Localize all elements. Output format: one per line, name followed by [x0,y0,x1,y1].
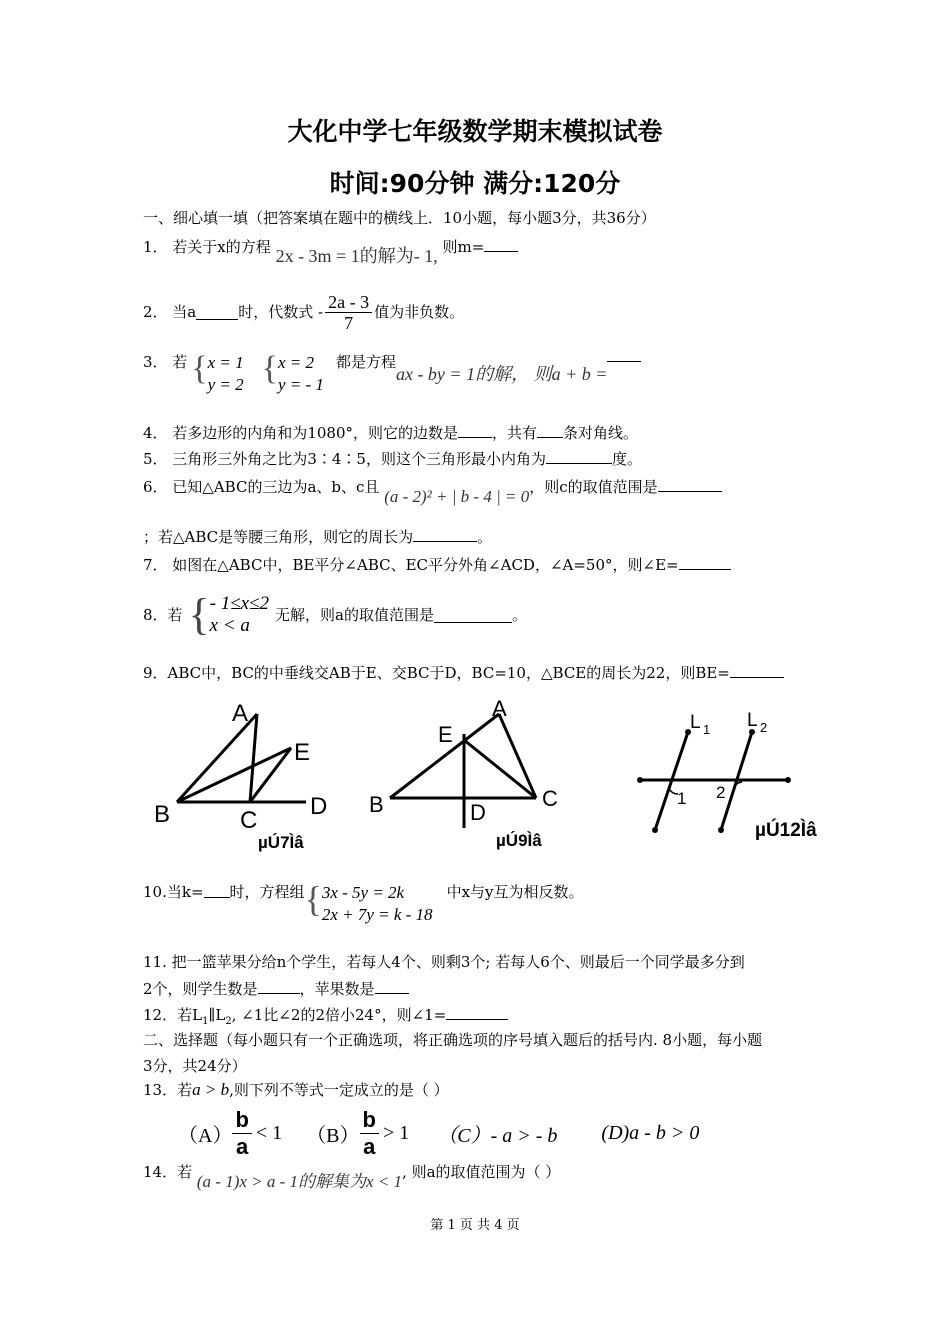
q6-line2-end: 。 [477,528,493,546]
fig12-label-L2: L [747,710,758,731]
q3-sys2-line1: x = 2 [278,353,315,372]
q6-prefix: 6． 已知△ABC的三边为a、b、c且 [143,478,380,496]
q12-prefix: 12．若L [143,1006,203,1024]
q2-numerator: 2a - 3 [325,292,372,313]
q2-mid: 时，代数式 - [238,303,324,321]
fig7-line-AC [250,714,257,802]
fig12-label-L1: L [690,712,701,733]
q10-prefix: 10.当k= [143,883,204,901]
page-subtitle: 时间:90分钟 满分:120分 [329,169,621,198]
q8-blank [434,607,512,623]
page-title: 大化中学七年级数学期末模拟试卷 [287,117,663,146]
q14-suffix: , 则a的取值范围为（ ） [402,1163,561,1181]
q12-rest: , ∠1比∠2的2倍小24°，则∠1= [231,1006,447,1024]
q10-system [322,882,433,926]
q1-suffix: 则m= [442,238,485,256]
q13-prefix: 13．若 [143,1081,193,1099]
q13-choice-A-label[interactable]: （A） [178,1124,233,1147]
question-3 [143,352,641,400]
q2-suffix: 值为非负数。 [374,303,465,321]
section2-heading: 二、选择题（每小题只有一个正确选项，将正确选项的序号填入题后的括号内. 8小题，每小题 [143,1031,763,1049]
q11-blank-1 [258,978,300,994]
fig9-caption: µÚ9Ìâ [496,831,542,850]
figures-row [0,690,950,860]
q4-blank-2 [537,422,563,438]
q3-brace1: { [191,350,208,387]
fig7-line-BE [177,748,291,802]
question-14 [143,1162,561,1191]
q13-choice-B-num: b [360,1107,379,1134]
q3-sys2-line2: y = - 1 [278,375,324,394]
q9-blank [730,662,784,678]
fig12-point [637,777,643,783]
q10-suffix: 中x与y互为相反数。 [446,883,584,901]
fig7-label-D: D [310,793,328,820]
fig12-caption: µÚ12Ìâ [755,820,817,841]
question-11: 11. 把一篮苹果分给n个学生，若每人4个、则剩3个; 若每人6个、则最后一个同学最多分到 [143,953,745,971]
q10-sys-line1: 3x - 5y = 2k [321,883,405,902]
figure-7-labels [154,700,327,852]
q2-fraction [325,292,372,333]
q7-text: 7． 如图在△ABC中，BE平分∠ABC、EC平分外角∠ACD，∠A=50°，则∠E= [143,556,679,574]
question-6 [143,476,722,506]
q6-equation: (a - 2)² + | b - 4 | = 0 [384,487,530,506]
q13-suffix: ,则下列不等式一定成立的是（ ） [229,1081,449,1099]
q2-blank [196,304,238,320]
q8-sys-line1: - 1≤x≤2 [209,593,270,614]
fig7-caption: µÚ7Ìâ [258,833,304,852]
q10-brace: { [304,879,322,919]
q9-text: 9．ABC中，BC的中垂线交AB于E、交BC于D，BC=10，△BCE的周长为22，则BE= [143,664,730,682]
q1-equation: 2x - 3m = 1的解为- 1, [275,246,438,266]
q8-system [210,593,269,637]
q14-prefix: 14．若 [143,1163,193,1181]
figure-7 [177,714,306,802]
fig7-line-BA [177,714,257,802]
q10-sys-line2: 2x + 7y = k - 18 [321,905,433,924]
question-2 [143,288,464,336]
q12-blank [446,1004,508,1020]
q4-text-a: 4． 若多边形的内角和为1080°，则它的边数是 [143,424,458,442]
q10-mid: 时，方程组 [229,883,305,901]
fig7-label-E: E [294,739,311,766]
q5-text: 5． 三角形三外角之比为3∶4∶5，则这个三角形最小内角为 [143,450,546,468]
q3-system1 [208,352,244,396]
q13-choice-B-den: a [363,1133,376,1159]
q7-blank [679,554,731,570]
q12-sub1: 1 [202,1016,209,1027]
q13-choice-A-den: a [236,1133,249,1159]
q1-prefix: 1． 若关于x的方程 [143,238,271,256]
question-13 [143,1080,449,1100]
fig9-label-A: A [492,696,507,721]
q5-blank [546,448,612,464]
question-12 [143,1004,508,1032]
fig12-label-angle1: 1 [677,789,687,808]
q13-choice-B-fraction [360,1107,379,1160]
fig12-label-angle2: 2 [716,783,726,802]
fig9-line-EC [464,740,536,798]
q13-choice-A-num: b [232,1107,251,1134]
q6-mid: ，则c的取值范围是 [529,478,658,496]
q3-sys1-line2: y = 2 [207,375,244,394]
question-6-line2 [143,526,492,547]
q13-choice-B-label[interactable]: （B） [306,1124,360,1147]
fig7-label-B: B [154,801,171,828]
q6-blank-1 [658,476,722,492]
q13-choice-C[interactable]: （C）- a > - b [437,1124,558,1147]
q3-mid: 都是方程 [335,353,396,371]
fig12-point [652,827,658,833]
q3-answer-blank [607,346,641,362]
question-4 [143,422,638,443]
q1-answer-blank [484,236,518,252]
fig12-point [785,777,791,783]
question-8 [143,590,527,640]
q4-text-b: ，共有 [492,424,538,442]
q12-mid: ∥L [208,1006,226,1024]
q13-choices [178,1108,699,1158]
figure-12-labels [677,710,817,841]
question-5 [143,448,642,469]
fig12-point [718,827,724,833]
fig9-label-C: C [542,786,558,811]
q13-condition: a > b [192,1080,230,1099]
q12-sub2: 2 [225,1016,232,1027]
q14-inequality: (a - 1)x > a - 1的解集为x < 1 [196,1172,403,1191]
question-9 [143,662,784,683]
q13-choice-B-rel: > 1 [382,1121,410,1144]
fig9-label-D: D [470,800,486,825]
q6-line2: ；若△ABC是等腰三角形，则它的周长为 [143,528,414,546]
q13-choice-D[interactable]: (D)a - b > 0 [601,1121,700,1144]
q2-prefix: 2． 当a [143,303,197,321]
section2-heading-line2: 3分，共24分） [143,1057,247,1075]
q3-equation: ax - by = 1的解， 则a + b = [395,364,608,384]
q4-blank-1 [458,422,492,438]
fig12-label-L1-sub: 1 [703,722,711,737]
question-1 [143,236,518,266]
q8-mid: 无解，则a的取值范围是 [275,606,434,624]
q8-brace: { [188,590,210,639]
q13-choice-A-fraction [232,1107,251,1160]
q3-brace2: { [261,350,278,387]
q6-blank-2 [413,526,477,542]
fig7-label-C: C [240,807,258,834]
fig9-label-B: B [369,792,384,817]
q11-blank-2 [375,978,409,994]
q11-line2-b: ，苹果数是 [299,980,375,998]
figure-9 [390,714,536,828]
q3-sys1-line1: x = 1 [207,353,244,372]
q8-prefix: 8．若 [143,606,183,624]
fig7-label-A: A [232,700,249,727]
q11-line2-a: 2个，则学生数是 [143,980,258,998]
q13-choice-A-rel: < 1 [255,1121,283,1144]
q4-text-c: 条对角线。 [563,424,639,442]
fig12-label-L2-sub: 2 [760,720,768,735]
q3-system2 [278,352,324,396]
question-7 [143,554,731,575]
section1-heading: 一、细心填一填（把答案填在题中的横线上．10小题，每小题3分，共36分） [143,209,656,227]
q8-sys-line2: x < a [209,615,250,636]
fig9-line-AC [499,714,536,798]
q3-prefix: 3． 若 [143,353,188,371]
q10-blank [204,882,230,898]
page-footer: 第 1 页 共 4 页 [430,1218,520,1233]
fig9-label-E: E [438,722,453,747]
q8-suffix: 。 [512,606,528,624]
figure-12 [640,732,788,830]
q2-denominator: 7 [344,312,354,333]
question-11-line2 [143,978,409,999]
question-10 [143,879,584,930]
q5-suffix: 度。 [611,450,642,468]
